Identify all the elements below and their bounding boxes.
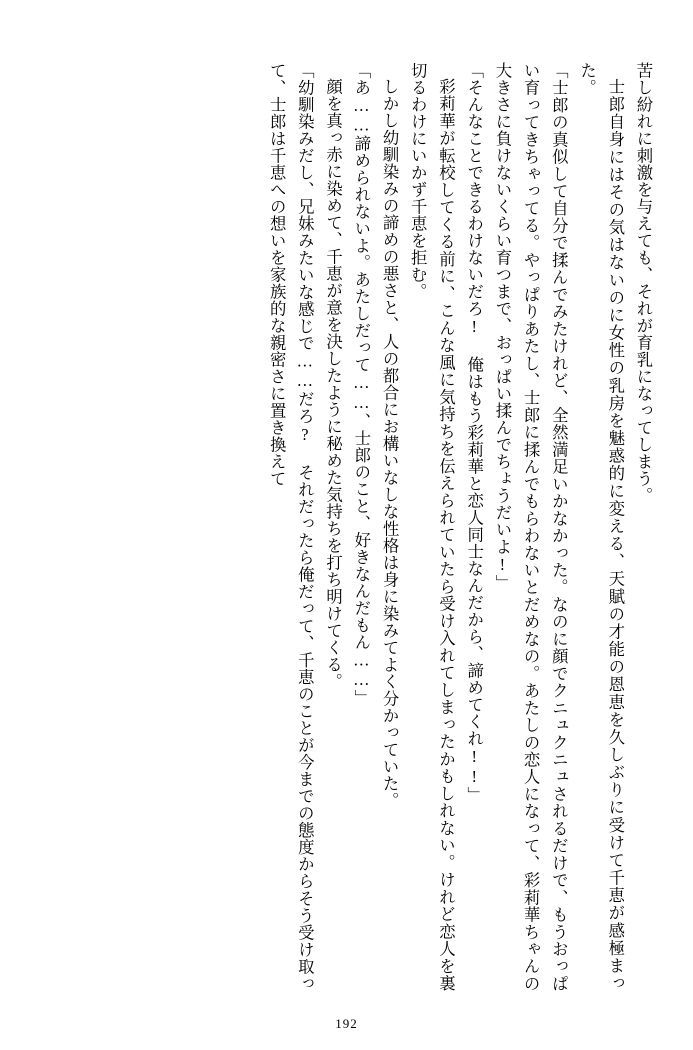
paragraph: 「そんなことできるわけないだろ! 俺はもう彩莉華と恋人同士なんだから、諦めてくれ!!」 bbox=[464, 62, 484, 804]
paragraph: 苦し紛れに刺激を与えても、それが育乳になってしまう。 bbox=[634, 62, 653, 504]
page-text-body bbox=[38, 62, 657, 992]
paragraph: しかし幼馴染みの諦めの悪さと、人の都合にお構いなしな性格は身に染みてよく分かっていた。 bbox=[380, 78, 400, 810]
paragraph: 「あ……諦められないよ。あたしだって……、士郎のこと、好きなんだもん……」 bbox=[351, 62, 371, 707]
paragraph: 士郎自身にはその気はないのに女性の乳房を魅惑的に変える、天賦の才能の恩恵を久しぶりに受けて千恵が感極まった。 bbox=[577, 62, 625, 992]
paragraph: 顔を真っ赤に染めて、千恵が意を決したように秘めた気持ちを打ち明けてくる。 bbox=[323, 78, 343, 691]
paragraph: 「士郎の真似して自分で揉んでみたけれど、全然満足いかなかった。なのに顔でクニュクニュされるだけで、もうおっぱい育ってきちゃってる。やっぱりあたし、士郎に揉んでもらわないとだめなの。あたしの恋人になって、彩莉華ちゃんの大きさに負けないくらい育つまで、おっぱい揉んでちょうだいよ!」 bbox=[492, 62, 569, 992]
page-number: 192 bbox=[335, 1016, 358, 1031]
paragraph: 彩莉華が転校してくる前に、こんな風に気持ちを伝えられていたら受け入れてしまったかもしれない。けれど恋人を裏切るわけにいかず千恵を拒む。 bbox=[408, 62, 456, 992]
paragraph: 「幼馴染みだし、兄妹みたいな感じで……だろ? それだったら俺だって、千恵のことが今までの態度からそう受け取って、士郎は千恵への想いを家族的な親密さに置き換えて bbox=[267, 62, 315, 992]
